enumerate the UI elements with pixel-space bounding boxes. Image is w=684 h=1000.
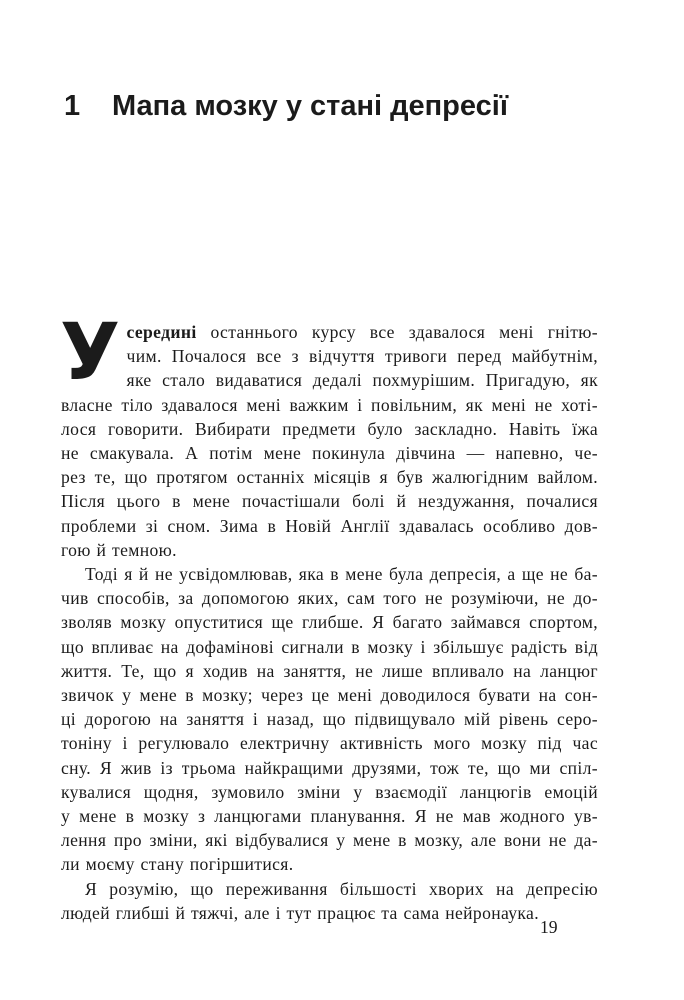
text-line: не смакувала. А потім мене покинула дівчина — напевно, че- xyxy=(61,443,598,464)
text-line: сну. Я жив із трьома найкращими друзями, тож те, що ми спіл- xyxy=(61,757,598,778)
chapter-number: 1 xyxy=(64,90,81,122)
text-line: яке стало видаватися дедалі похмурішим. Пригадую, як xyxy=(126,370,598,391)
paragraph-3 xyxy=(61,877,598,925)
text-line: лося говорити. Вибирати предмети було заскладно. Навіть їжа xyxy=(61,418,598,439)
text-line: чим. Почалося все з відчуття тривоги перед майбутнім, xyxy=(126,346,598,367)
lead-word: середині xyxy=(126,322,197,342)
text-line: людей глибші й тяжчі, але і тут працює та сама нейронаука. xyxy=(61,902,539,923)
text-line xyxy=(61,320,598,344)
chapter-heading xyxy=(64,86,624,126)
paragraph-1 xyxy=(60,308,598,562)
text-line: чив способів, за допомогою яких, сам того не розуміючи, не до- xyxy=(61,588,598,609)
text-line: Після цього в мене почастішали болі й нездужання, почалися xyxy=(61,491,598,512)
page-number: 19 xyxy=(540,917,558,937)
text-line: ці дорогою на заняття і назад, що підвищувало мій рівень серо- xyxy=(61,709,598,730)
text-line: у мене в мозку з ланцюгами планування. Я не мав жодного ув- xyxy=(61,806,598,827)
drop-cap: У xyxy=(60,308,121,398)
text-line: тоніну і регулювало електричну активність мого мозку під час xyxy=(61,733,598,754)
text-line: Я розумію, що переживання більшості хворих на депресію xyxy=(85,878,598,899)
text-line-rest: останнього курсу все здавалося мені гнітю- xyxy=(196,322,598,342)
chapter-title: Мапа мозку у стані депресії xyxy=(112,90,508,122)
text-line: рез те, що протягом останніх місяців я був жалюгідним вайлом. xyxy=(61,467,598,488)
text-line: проблеми зі сном. Зима в Новій Англії здавалась особливо дов- xyxy=(61,515,598,536)
text-line: лення про зміни, які відбувалися у мене в мозку, але вони не да- xyxy=(61,830,598,851)
text-line: ли моєму стану погіршитися. xyxy=(61,854,294,875)
text-line: Тоді я й не усвідомлював, яка в мене була депресія, а ще не ба- xyxy=(85,564,598,585)
paragraph-2 xyxy=(61,562,598,877)
text-line: життя. Те, що я ходив на заняття, не лише впливало на ланцюг xyxy=(61,660,598,681)
text-line: звичок у мене в мозку; через це мені доводилося бувати на сон- xyxy=(61,685,598,706)
text-line: власне тіло здавалося мені важким і повільним, як мені не хоті- xyxy=(61,394,598,415)
text-line: гою й темною. xyxy=(61,539,177,560)
body-text xyxy=(60,308,598,925)
text-line: зволяв мозку опуститися ще глибше. Я багато займався спортом, xyxy=(61,612,598,633)
text-line: кувалися щодня, зумовило зміни у взаємодії ланцюгів емоцій xyxy=(61,781,598,802)
text-line: що впливає на дофамінові сигнали в мозку і збільшує радість від xyxy=(61,636,598,657)
